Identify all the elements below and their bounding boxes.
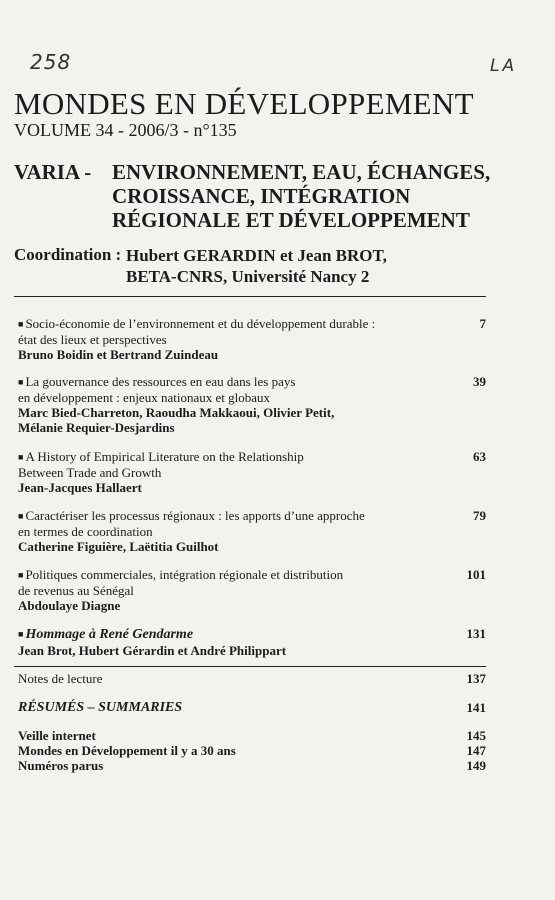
toc-title-line: en développement : enjeux nationaux et globaux — [18, 390, 270, 405]
toc-page-number: 101 — [466, 567, 486, 582]
hommage-authors: Jean Brot, Hubert Gérardin et André Philippart — [18, 643, 287, 658]
notes-label: Notes de lecture — [18, 671, 103, 686]
bullet-icon: ■ — [18, 452, 24, 462]
varia-theme-line: ENVIRONNEMENT, EAU, ÉCHANGES, — [112, 160, 491, 184]
coordination-label: Coordination : — [14, 245, 122, 264]
bullet-icon: ■ — [18, 570, 24, 580]
toc-title-line: ■ Politiques commerciales, intégration régionale et distribution — [18, 567, 344, 582]
varia-theme-line: RÉGIONALE ET DÉVELOPPEMENT — [112, 208, 470, 232]
toc-title-line: Between Trade and Growth — [18, 465, 162, 480]
toc-page-number: 147 — [466, 743, 486, 758]
notes-entry — [18, 671, 488, 686]
coordination-line: BETA-CNRS, Université Nancy 2 — [126, 267, 370, 286]
toc-page-number: 137 — [466, 671, 486, 686]
toc-entry — [18, 374, 488, 435]
toc-authors: Marc Bied-Charreton, Raoudha Makkaoui, Olivier Petit, — [18, 405, 335, 420]
divider-top — [14, 296, 486, 297]
bullet-icon: ■ — [18, 319, 24, 329]
hommage-entry — [18, 626, 488, 658]
toc-page-number: 63 — [473, 449, 486, 464]
toc-page-number: 39 — [473, 374, 486, 389]
toc-entry — [18, 316, 488, 362]
toc-page-number: 131 — [466, 626, 486, 641]
toc-authors: Bruno Boidin et Bertrand Zuindeau — [18, 347, 219, 362]
toc-authors: Abdoulaye Diagne — [18, 598, 121, 613]
toc-page-number: 145 — [466, 728, 486, 743]
journal-title: MONDES EN DÉVELOPPEMENT — [14, 86, 474, 121]
varia-theme-line: CROISSANCE, INTÉGRATION — [112, 184, 411, 208]
toc-title-line: ■ A History of Empirical Literature on the Relationship — [18, 449, 304, 464]
back-matter-entry — [18, 758, 488, 773]
toc-title-line: ■ Socio-économie de l’environnement et du développement durable : — [18, 316, 376, 331]
back-matter-entry — [18, 728, 488, 743]
toc-authors: Jean-Jacques Hallaert — [18, 480, 142, 495]
bullet-icon: ■ — [18, 511, 24, 521]
coordination-line: Hubert GERARDIN et Jean BROT, — [126, 246, 387, 265]
varia-label: VARIA - — [14, 160, 92, 184]
back-matter-label: Numéros parus — [18, 758, 104, 773]
toc-title-line: ■ Caractériser les processus régionaux : les apports d’une approche — [18, 508, 365, 523]
toc-page-number: 141 — [466, 700, 486, 715]
back-matter-label: Veille internet — [18, 728, 96, 743]
bullet-icon: ■ — [18, 629, 24, 639]
toc-page-number: 7 — [479, 316, 486, 331]
bullet-icon: ■ — [18, 377, 24, 387]
volume-line: VOLUME 34 - 2006/3 - n°135 — [14, 120, 237, 140]
toc-title-line: ■ La gouvernance des ressources en eau dans les pays — [18, 374, 296, 389]
toc-entry — [18, 449, 488, 495]
toc-page-number: 79 — [473, 508, 486, 523]
toc-authors: Catherine Figuière, Laëtitia Guilhot — [18, 539, 219, 554]
toc-title-line: état des lieux et perspectives — [18, 332, 167, 347]
hommage-title: ■ Hommage à René Gendarme — [18, 627, 194, 642]
handwritten-number: 258 — [30, 50, 72, 74]
resumes-entry — [18, 700, 488, 716]
coordination-text — [126, 245, 387, 287]
back-matter-entry — [18, 743, 488, 758]
toc-title-line: de revenus au Sénégal — [18, 583, 134, 598]
back-matter-label: Mondes en Développement il y a 30 ans — [18, 743, 236, 758]
divider-notes — [14, 666, 486, 667]
toc-entry — [18, 508, 488, 554]
resumes-label: RÉSUMÉS – SUMMARIES — [18, 700, 183, 715]
toc-page-number: 149 — [466, 758, 486, 773]
toc-title-line: en termes de coordination — [18, 524, 153, 539]
varia-theme — [112, 160, 490, 232]
toc-entry — [18, 567, 488, 613]
handwritten-initials: LA — [490, 56, 518, 76]
toc-authors: Mélanie Requier-Desjardins — [18, 420, 175, 435]
